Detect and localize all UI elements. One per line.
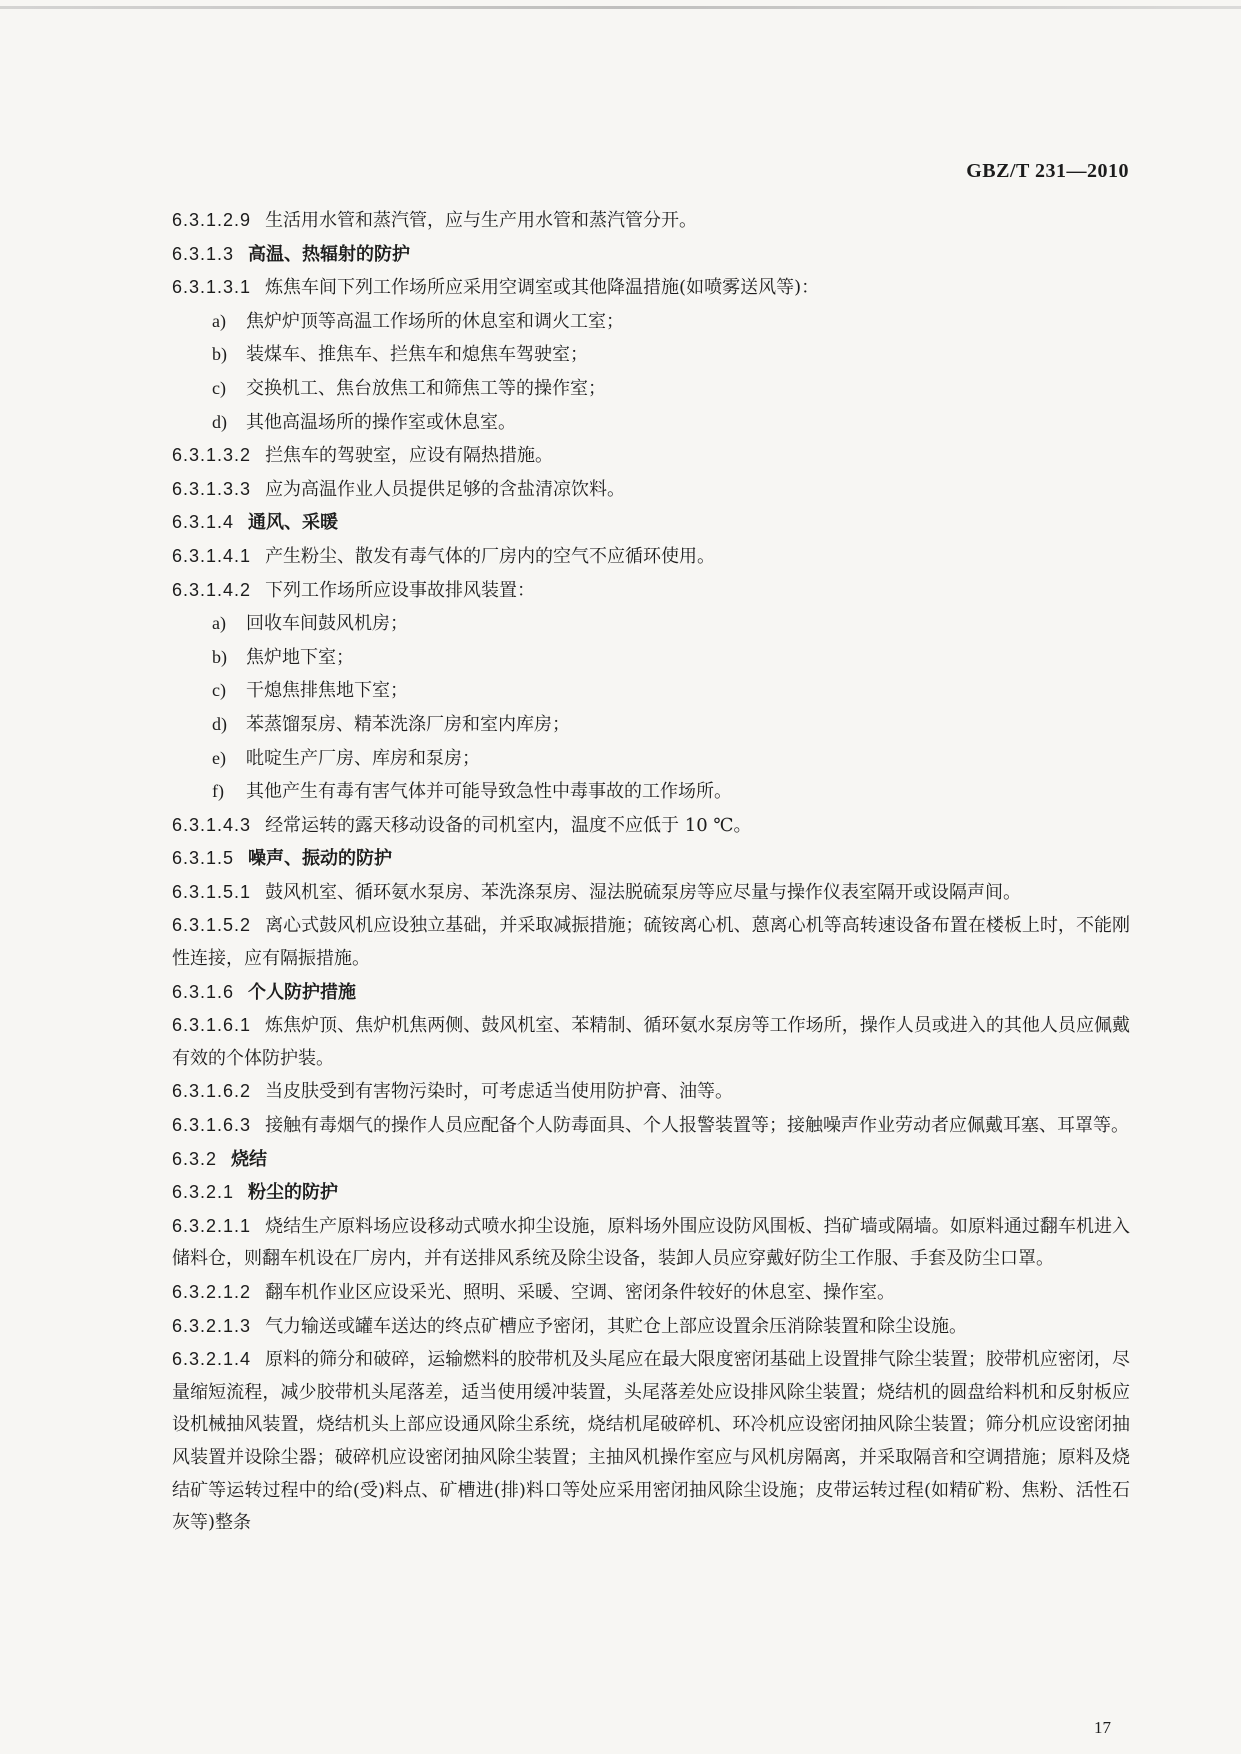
clause-paragraph bbox=[172, 271, 1130, 305]
clause-number: 6.3.1.5.2 bbox=[172, 915, 252, 936]
clause-number: 6.3.1.3 bbox=[172, 243, 235, 264]
clause-number: 6.3.1.5.1 bbox=[172, 881, 252, 902]
clause-paragraph bbox=[172, 876, 1130, 910]
clause-number: 6.3.1.6.2 bbox=[172, 1081, 252, 1102]
list-marker: d) bbox=[212, 713, 227, 734]
list-marker: d) bbox=[212, 411, 227, 432]
clause-paragraph bbox=[172, 1276, 1130, 1310]
heading-text: 粉尘的防护 bbox=[248, 1182, 339, 1204]
list-item bbox=[172, 372, 1130, 406]
clause-paragraph bbox=[172, 1009, 1130, 1075]
clause-text: 装煤车、推焦车、拦焦车和熄焦车驾驶室； bbox=[246, 344, 588, 366]
clause-paragraph bbox=[172, 1310, 1130, 1344]
clause-text: 干熄焦排焦地下室； bbox=[246, 680, 408, 702]
clause-number: 6.3.1.4.2 bbox=[172, 579, 252, 600]
clause-number: 6.3.1.2.9 bbox=[172, 210, 252, 230]
clause-number: 6.3.1.4.1 bbox=[172, 545, 252, 566]
clause-text: 生活用水管和蒸汽管，应与生产用水管和蒸汽管分开。 bbox=[265, 210, 698, 231]
clause-number: 6.3.2.1.1 bbox=[172, 1215, 252, 1236]
section-heading bbox=[172, 976, 1130, 1010]
clause-text: 苯蒸馏泵房、精苯洗涤厂房和室内库房； bbox=[246, 713, 570, 735]
clause-number: 6.3.1.4.3 bbox=[172, 814, 252, 835]
list-marker: b) bbox=[212, 646, 227, 667]
list-marker: b) bbox=[212, 344, 227, 365]
clause-number: 6.3.2.1.4 bbox=[172, 1349, 252, 1370]
clause-number: 6.3.1.6 bbox=[172, 981, 235, 1002]
clause-number: 6.3.2 bbox=[172, 1148, 218, 1169]
list-marker: c) bbox=[212, 680, 226, 701]
clause-paragraph bbox=[172, 1109, 1130, 1143]
clause-text: 原料的筛分和破碎，运输燃料的胶带机及头尾应在最大限度密闭基础上设置排气除尘装置；胶带机应密闭，尽量缩短流程，减少胶带机头尾落差，适当使用缓冲装置，头尾落差处应设排风除尘装置；烧结机的圆盘给料机和反射板应设机械抽风装置，烧结机头上部应设通风除尘系统，烧结机尾破碎机、环冷机应设密闭抽风除尘装置；筛分机应设密闭抽风装置并设除尘器；破碎机应设密闭抽风除尘装置；主抽风机操作室应与风机房隔离，并采取隔音和空调措施；原料及烧结矿等运转过程中的给(受)料点、矿槽进(排)料口等处应采用密闭抽风除尘设施；皮带运转过程(如精矿粉、焦粉、活性石灰等)整条 bbox=[172, 1349, 1130, 1534]
clause-paragraph bbox=[172, 809, 1130, 843]
clause-text: 气力输送或罐车送达的终点矿槽应予密闭，其贮仓上部应设置余压消除装置和除尘设施。 bbox=[265, 1315, 968, 1337]
list-marker: a) bbox=[212, 613, 226, 634]
clause-text: 回收车间鼓风机房； bbox=[246, 613, 408, 635]
clause-text: 离心式鼓风机应设独立基础，并采取减振措施；硫铵离心机、蒽离心机等高转速设备布置在楼板上时，不能刚性连接，应有隔振措施。 bbox=[172, 915, 1130, 970]
list-marker: a) bbox=[212, 310, 226, 331]
clause-text: 拦焦车的驾驶室，应设有隔热措施。 bbox=[265, 445, 554, 467]
heading-text: 烧结 bbox=[231, 1148, 268, 1170]
heading-text: 个人防护措施 bbox=[248, 981, 357, 1003]
clause-paragraph bbox=[172, 439, 1130, 473]
section-heading bbox=[172, 842, 1130, 876]
heading-text: 通风、采暖 bbox=[248, 512, 339, 534]
list-item bbox=[172, 708, 1130, 742]
clause-paragraph bbox=[172, 1075, 1130, 1109]
list-item bbox=[172, 338, 1130, 372]
heading-text: 噪声、振动的防护 bbox=[248, 848, 393, 870]
clause-text: 经常运转的露天移动设备的司机室内，温度不应低于 10 ℃。 bbox=[265, 814, 752, 836]
clause-number: 6.3.1.6.3 bbox=[172, 1115, 252, 1136]
clause-text: 应为高温作业人员提供足够的含盐清凉饮料。 bbox=[265, 478, 626, 500]
clause-paragraph bbox=[172, 540, 1130, 574]
clause-text: 下列工作场所应设事故排风装置： bbox=[265, 579, 536, 601]
clause-text: 焦炉地下室； bbox=[246, 646, 354, 668]
clause-text: 其他高温场所的操作室或休息室。 bbox=[246, 411, 516, 433]
heading-text: 高温、热辐射的防护 bbox=[248, 243, 411, 265]
section-heading bbox=[172, 506, 1130, 540]
clause-number: 6.3.2.1 bbox=[172, 1182, 235, 1203]
clause-number: 6.3.1.3.3 bbox=[172, 478, 252, 499]
list-item bbox=[172, 641, 1130, 675]
section-heading bbox=[172, 1176, 1130, 1210]
clause-text: 炼焦车间下列工作场所应采用空调室或其他降温措施(如喷雾送风等)： bbox=[265, 277, 820, 299]
clause-text: 当皮肤受到有害物污染时，可考虑适当使用防护膏、油等。 bbox=[265, 1081, 734, 1103]
clause-number: 6.3.2.1.3 bbox=[172, 1315, 252, 1336]
clause-number: 6.3.1.6.1 bbox=[172, 1015, 252, 1036]
scan-edge-line bbox=[0, 6, 1241, 9]
clause-paragraph bbox=[172, 204, 1130, 238]
clause-number: 6.3.2.1.2 bbox=[172, 1282, 252, 1302]
clause-text: 烧结生产原料场应设移动式喷水抑尘设施，原料场外围应设防风围板、挡矿墙或隔墙。如原料通过翻车机进入储料仓，则翻车机设在厂房内，并有送排风系统及除尘设备，装卸人员应穿戴好防尘工作服、手套及防尘口罩。 bbox=[172, 1215, 1130, 1270]
clause-text: 吡啶生产厂房、库房和泵房； bbox=[246, 747, 480, 769]
list-marker: f) bbox=[212, 781, 224, 802]
clause-text: 交换机工、焦台放焦工和筛焦工等的操作室； bbox=[246, 377, 606, 399]
clause-number: 6.3.1.4 bbox=[172, 512, 235, 533]
list-marker: c) bbox=[212, 377, 226, 398]
list-item bbox=[172, 674, 1130, 708]
standard-code: GBZ/T 231—2010 bbox=[966, 160, 1129, 182]
list-item bbox=[172, 607, 1130, 641]
clause-paragraph bbox=[172, 473, 1130, 507]
list-item bbox=[172, 775, 1130, 809]
clause-number: 6.3.1.3.1 bbox=[172, 277, 252, 298]
clause-number: 6.3.1.5 bbox=[172, 848, 235, 869]
clause-paragraph bbox=[172, 1210, 1130, 1276]
clause-text: 产生粉尘、散发有毒气体的厂房内的空气不应循环使用。 bbox=[265, 545, 716, 567]
document-body bbox=[172, 204, 1130, 1540]
list-item bbox=[172, 305, 1130, 339]
clause-text: 接触有毒烟气的操作人员应配备个人防毒面具、个人报警装置等；接触噪声作业劳动者应佩戴耳塞、耳罩等。 bbox=[265, 1115, 1130, 1137]
clause-text: 鼓风机室、循环氨水泵房、苯洗涤泵房、湿法脱硫泵房等应尽量与操作仪表室隔开或设隔声间。 bbox=[265, 881, 1022, 903]
clause-paragraph bbox=[172, 574, 1130, 608]
clause-paragraph bbox=[172, 1343, 1130, 1540]
clause-text: 焦炉炉顶等高温工作场所的休息室和调火工室； bbox=[246, 310, 624, 332]
clause-number: 6.3.1.3.2 bbox=[172, 445, 252, 466]
list-item bbox=[172, 742, 1130, 776]
clause-text: 其他产生有毒有害气体并可能导致急性中毒事故的工作场所。 bbox=[246, 781, 732, 803]
list-marker: e) bbox=[212, 747, 226, 768]
page-number: 17 bbox=[1094, 1718, 1111, 1737]
clause-text: 翻车机作业区应设采光、照明、采暖、空调、密闭条件较好的休息室、操作室。 bbox=[265, 1282, 896, 1303]
section-heading bbox=[172, 238, 1130, 272]
list-item bbox=[172, 406, 1130, 440]
section-heading bbox=[172, 1143, 1130, 1177]
clause-text: 炼焦炉顶、焦炉机焦两侧、鼓风机室、苯精制、循环氨水泵房等工作场所，操作人员或进入的其他人员应佩戴有效的个体防护装。 bbox=[172, 1015, 1130, 1069]
clause-paragraph bbox=[172, 909, 1130, 975]
